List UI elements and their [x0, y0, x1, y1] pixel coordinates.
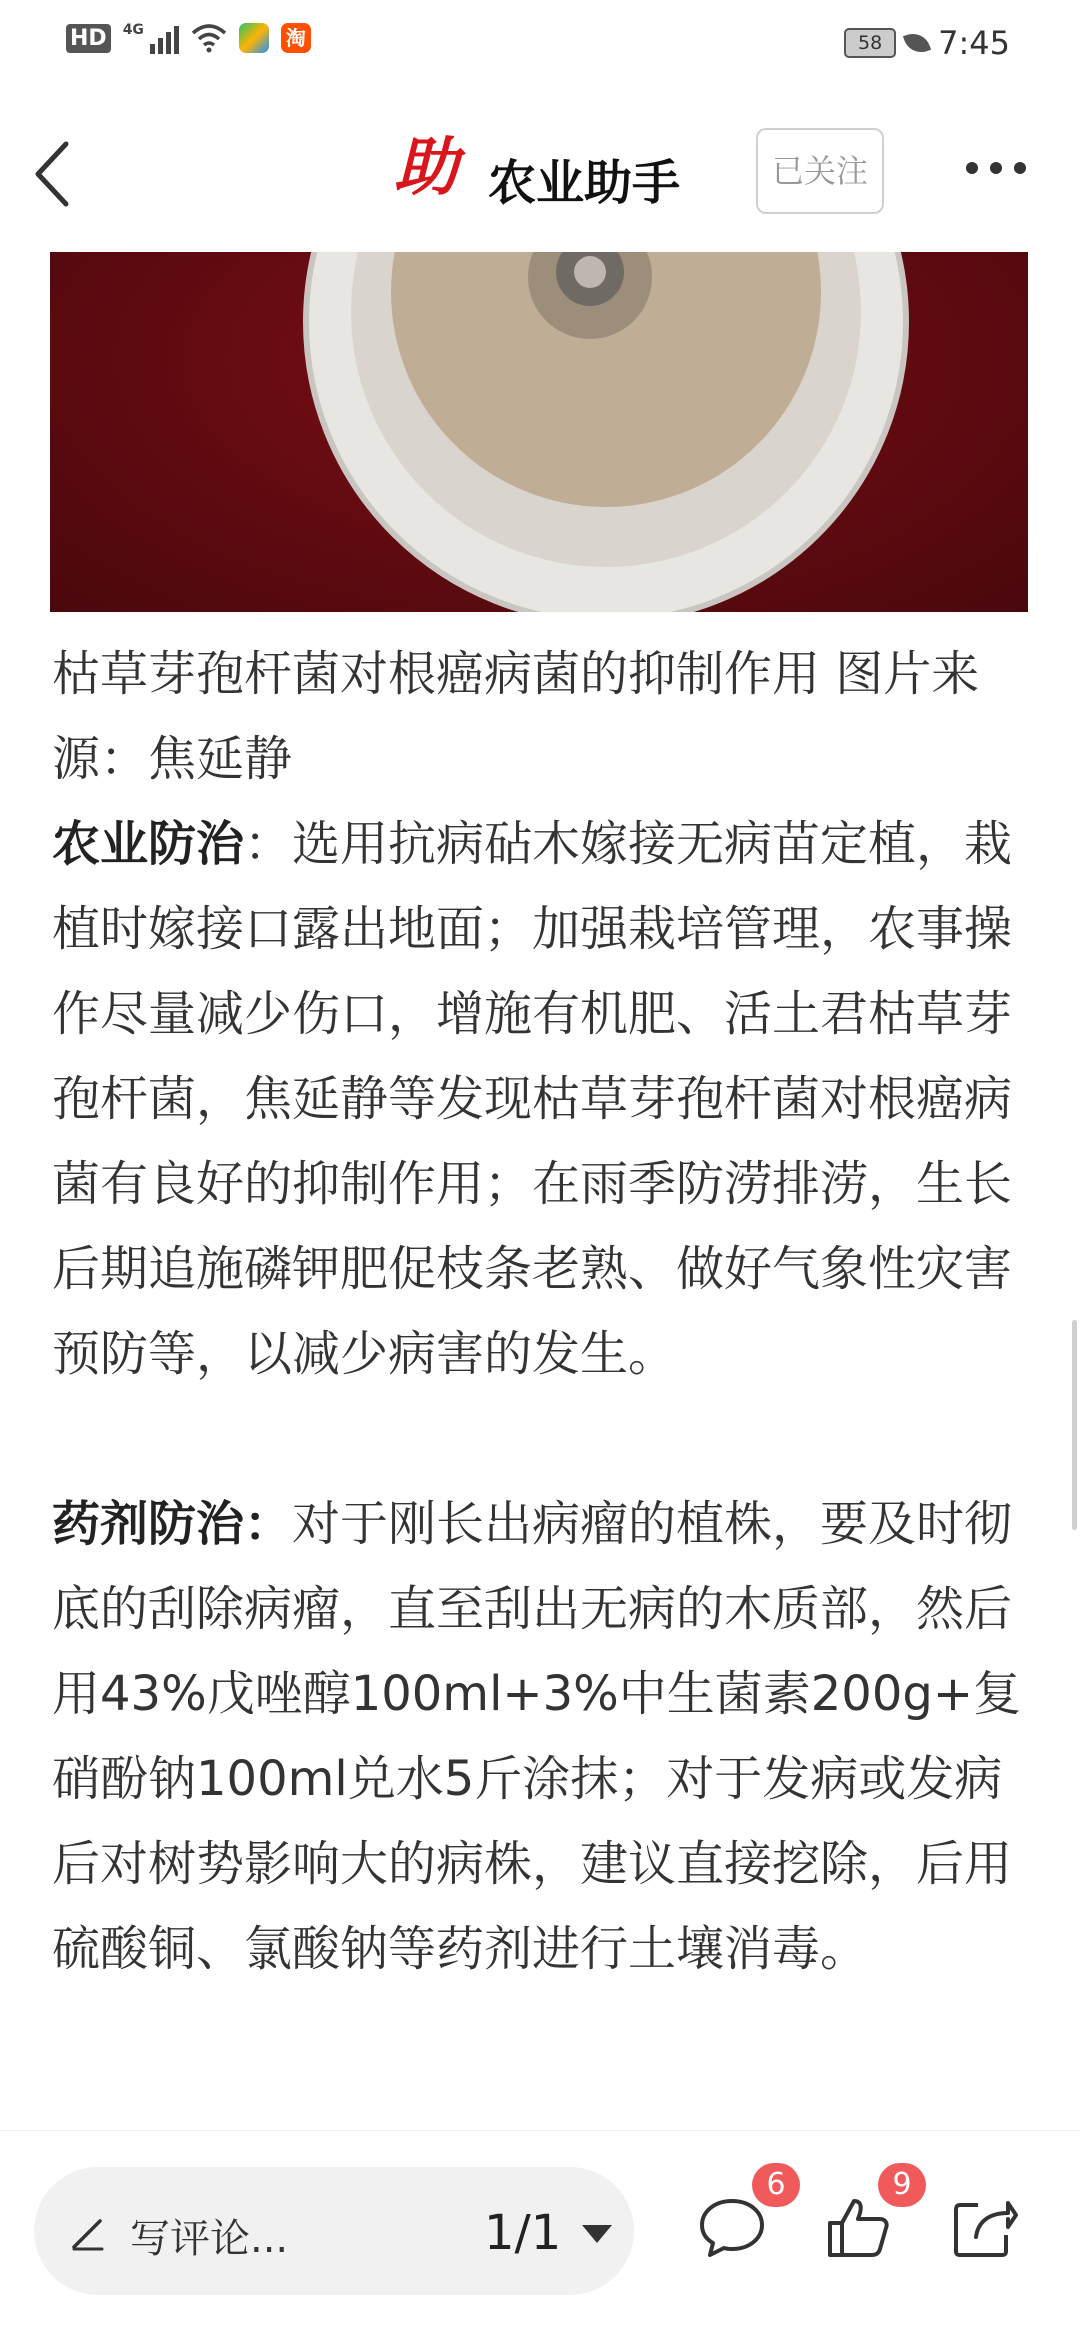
header: [0, 108, 1080, 238]
clock: 7:45: [938, 24, 1010, 62]
comment-placeholder: 写评论...: [130, 2216, 289, 2262]
more-icon[interactable]: [966, 162, 1026, 182]
network-type: 4G: [122, 22, 144, 38]
wifi-icon: [191, 23, 227, 53]
comment-icon: [696, 2191, 768, 2263]
petri-dish-image: [50, 252, 1028, 612]
section-body-agricultural: ：选用抗病砧木嫁接无病苗定植，栽植时嫁接口露出地面；加强栽培管理，农事操作尽量减少伤口，增施有机肥、活土君枯草芽孢杆菌，焦延静等发现枯草芽孢杆菌对根癌病菌有良好的抑制作用；在雨季防涝排涝，生长后期追施磷钾肥促枝条老熟、做好气象性灾害预防等，以减少病害的发生。: [52, 816, 1013, 1382]
image-caption: 枯草芽孢杆菌对根癌病菌的抑制作用 图片来源：焦延静: [52, 646, 980, 787]
share-button[interactable]: [948, 2191, 1020, 2263]
taobao-app-icon: 淘: [281, 23, 311, 53]
like-button[interactable]: [822, 2167, 912, 2263]
comment-input[interactable]: [34, 2167, 634, 2295]
article-image[interactable]: [50, 252, 1028, 612]
back-icon[interactable]: [28, 134, 88, 214]
battery-icon: 58: [844, 28, 896, 58]
article-body: [52, 632, 1032, 1992]
status-bar-left: [66, 22, 311, 54]
scrollbar[interactable]: [1072, 1320, 1077, 1530]
section-body-chemical: 对于刚长出病瘤的植株，要及时彻底的刮除病瘤，直至刮出无病的木质部，然后用43%戊唑醇100ml+3%中生菌素200g+复硝酚钠100ml兑水5斤涂抹；对于发病或发病后对树势影响大的病株，建议直接挖除，后用硫酸铜、氯酸钠等药剂进行土壤消毒。: [52, 1496, 1022, 1977]
brand-logo: 助: [394, 130, 458, 205]
paragraph-spacer: [52, 1397, 1032, 1482]
share-icon: [948, 2191, 1020, 2263]
signal-icon: [150, 22, 179, 54]
video-app-icon: [239, 23, 269, 53]
follow-button[interactable]: 已关注: [756, 128, 884, 214]
account-name[interactable]: 农业助手: [488, 155, 681, 211]
comment-button[interactable]: [696, 2167, 786, 2263]
dropdown-icon[interactable]: [582, 2225, 612, 2243]
section-title-agricultural: 农业防治: [52, 816, 245, 872]
paragraph-chemical-control: [52, 1482, 1032, 1992]
status-bar: [0, 0, 1080, 92]
like-icon: [822, 2191, 894, 2263]
status-bar-right: [844, 24, 1010, 62]
hd-indicator: HD: [66, 24, 111, 53]
power-saving-icon: [903, 29, 931, 57]
comment-count-badge: 6: [752, 2163, 800, 2207]
like-count-badge: 9: [878, 2163, 926, 2207]
bottom-bar: [0, 2130, 1080, 2341]
page-indicator[interactable]: 1/1: [484, 2205, 562, 2261]
section-title-chemical: 药剂防治：: [52, 1496, 293, 1552]
paragraph-agricultural-control: [52, 802, 1032, 1397]
pencil-icon: [68, 2213, 108, 2253]
